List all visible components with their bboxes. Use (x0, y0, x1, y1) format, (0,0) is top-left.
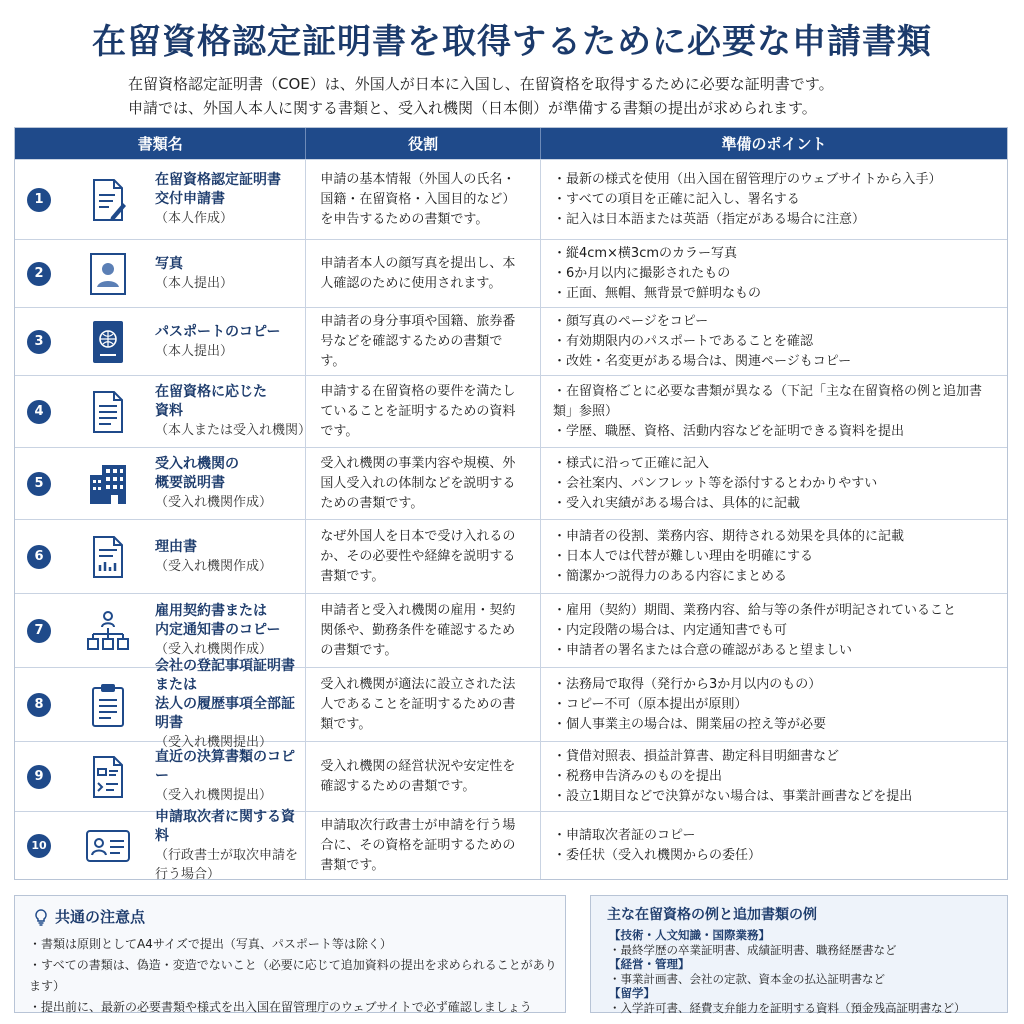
clipboard-icon (83, 680, 133, 730)
header-points: 準備のポイント (721, 135, 827, 153)
financial-statement-icon (83, 752, 133, 802)
header-role: 役割 (306, 128, 541, 159)
example-category: 【経営・管理】 (609, 957, 690, 971)
point-item: ・ 学歴、職歴、資格、活動内容などを証明できる資料を提出 (553, 422, 995, 442)
examples-list (609, 928, 966, 1015)
org-chart-icon (83, 606, 133, 656)
document-title (155, 657, 305, 752)
point-item: ・ 個人事業主の場合は、開業届の控え等が必要 (553, 715, 995, 735)
point-item: ・ 法務局で取得（発行から3か月以内のもの） (553, 675, 995, 695)
table-row (15, 593, 1007, 667)
point-item: ・ 雇用（契約）期間、業務内容、給与等の条件が明記されていること (553, 601, 995, 621)
row-number-badge: 8 (27, 693, 51, 717)
role-cell: 申請者本人の顔写真を提出し、本人確認のために使用されます。 (306, 240, 541, 307)
building-icon (83, 459, 133, 509)
table-row (15, 808, 1007, 882)
row-number-badge: 2 (27, 262, 51, 286)
points-cell (541, 240, 1007, 307)
point-item: ・ 記入は日本語または英語（指定がある場合に注意） (553, 210, 995, 230)
document-name: 理由書 (155, 538, 197, 555)
points-cell (541, 812, 1007, 879)
document-preparer: （本人提出） (155, 275, 234, 291)
point-item: ・ 正面、無帽、無背景で鮮明なもの (553, 284, 995, 304)
point-item: ・ 簡潔かつ説得力のある内容にまとめる (553, 567, 995, 587)
point-item: ・ 様式に沿って正確に記入 (553, 454, 995, 474)
document-name: 交付申請書 (155, 191, 225, 207)
role-cell: 申請の基本情報（外国人の氏名・国籍・在留資格・入国目的など）を申告するための書類です。 (306, 160, 541, 239)
row-number-badge: 10 (27, 834, 51, 858)
document-title (155, 255, 233, 293)
examples-title: 主な在留資格の例と追加書類の例 (607, 907, 817, 923)
points-cell (541, 308, 1007, 375)
table-header (15, 128, 1007, 159)
note-item: ・ 提出前に、最新の必要書類や様式を出入国在留管理庁のウェブサイトで必ず確認しましょう (29, 997, 565, 1018)
point-item: ・ 申請取次者証のコピー (553, 826, 995, 846)
role-cell: 申請する在留資格の要件を満たしていることを証明するための資料です。 (306, 376, 541, 447)
document-preparer: 行う場合） (155, 866, 221, 882)
document-preparer: （受入れ機関作成） (155, 642, 273, 657)
document-name: 受入れ機関の (155, 456, 239, 472)
table-row (15, 375, 1007, 447)
document-name-cell (15, 240, 306, 307)
lightbulb-icon (33, 908, 49, 926)
point-item: ・ 税務申告済みのものを提出 (553, 767, 995, 787)
table-row (15, 741, 1007, 811)
document-name: パスポートのコピー (155, 323, 281, 340)
row-number-badge: 3 (27, 330, 51, 354)
intro-line: 申請では、外国人本人に関する書類と、受入れ機関（日本側）が準備する書類の提出が求められます。 (128, 99, 817, 117)
role-cell: 申請取次行政書士が申請を行う場合に、その資格を証明するための書類です。 (306, 812, 541, 879)
role-cell: なぜ外国人を日本で受け入れるのか、その必要性や経緯を説明する書類です。 (306, 520, 541, 593)
points-cell (541, 742, 1007, 811)
point-item: ・ すべての項目を正確に記入し、署名する (553, 190, 995, 210)
point-item: ・ 申請者の署名または合意の確認があると望ましい (553, 641, 995, 661)
note-item: ・ すべての書類は、偽造・変造でないこと（必要に応じて追加資料の提出を求められることがあります） (29, 955, 565, 997)
notes-title: 共通の注意点 (55, 908, 146, 926)
table-row (15, 239, 1007, 307)
example-item: ・ 最終学歴の卒業証明書、成績証明書、職務経歴書など (609, 943, 966, 958)
document-title (155, 538, 272, 576)
document-name: 概要説明書 (155, 475, 225, 491)
document-name: 在留資格認定証明書 (155, 172, 281, 188)
document-title (155, 323, 280, 361)
id-card-icon (83, 821, 133, 871)
page-title: 在留資格認定証明書を取得するために必要な申請書類 (92, 22, 932, 62)
points-cell (541, 376, 1007, 447)
document-name-cell (15, 308, 306, 375)
row-number-badge: 9 (27, 765, 51, 789)
point-item: ・ 在留資格ごとに必要な書類が異なる（下記「主な在留資格の例と追加書類」参照） (553, 382, 995, 422)
table-row (15, 447, 1007, 519)
point-item: ・ 6か月以内に撮影されたもの (553, 264, 995, 284)
row-number-badge: 7 (27, 619, 51, 643)
role-cell: 受入れ機関が適法に設立された法人であることを証明するための書類です。 (306, 668, 541, 741)
document-icon (83, 387, 133, 437)
document-name-cell (15, 520, 306, 593)
document-preparer: （受入れ機関提出） (155, 788, 273, 803)
document-name-cell (15, 742, 306, 811)
point-item: ・ 最新の様式を使用（出入国在留管理庁のウェブサイトから入手） (553, 170, 995, 190)
document-name: または (155, 677, 197, 693)
example-category: 【留学】 (609, 986, 655, 1000)
header-document-name: 書類名 (15, 128, 306, 159)
point-item: ・ 日本人では代替が難しい理由を明確にする (553, 547, 995, 567)
reason-document-icon (83, 532, 133, 582)
document-preparer: （受入れ機関提出） (155, 735, 273, 750)
document-title (155, 602, 280, 659)
table-row (15, 159, 1007, 239)
note-item: ・ 書類は原則としてA4サイズで提出（写真、パスポート等は除く） (29, 934, 565, 955)
row-number-badge: 4 (27, 400, 51, 424)
point-item: ・ 設立1期目などで決算がない場合は、事業計画書などを提出 (553, 787, 995, 807)
document-preparer: （受入れ機関作成） (155, 558, 273, 574)
document-title (155, 171, 281, 228)
point-item: ・ 内定段階の場合は、内定通知書でも可 (553, 621, 995, 641)
points-cell (541, 520, 1007, 593)
row-number-badge: 5 (27, 472, 51, 496)
document-name: 資料 (155, 403, 183, 419)
passport-icon (83, 317, 133, 367)
document-title (155, 383, 312, 440)
table-row (15, 658, 1007, 750)
document-preparer: （本人作成） (155, 211, 234, 226)
example-item: ・ 入学許可書、経費支弁能力を証明する資料（預金残高証明書など） (609, 1001, 966, 1016)
document-name: 内定通知書のコピー (155, 622, 281, 638)
document-name: 会社の登記事項証明書 (155, 658, 295, 674)
document-name: 法人の履歴事項全部証明書 (155, 696, 295, 731)
common-notes-box (14, 895, 566, 1013)
document-name: 直近の決算書類のコピー (155, 749, 295, 784)
table-row (15, 519, 1007, 593)
role-cell: 受入れ機関の経営状況や安定性を確認するための書類です。 (306, 742, 541, 811)
notes-heading (33, 906, 145, 927)
document-name-cell (15, 160, 306, 239)
role-cell: 申請者の身分事項や国籍、旅券番号などを確認するための書類です。 (306, 308, 541, 375)
point-item: ・ 委任状（受入れ機関からの委任） (553, 846, 995, 866)
points-cell (541, 668, 1007, 741)
document-name: 雇用契約書または (155, 603, 267, 619)
document-name-cell (15, 448, 306, 519)
examples-box (590, 895, 1008, 1013)
document-name-cell (15, 376, 312, 447)
points-cell (541, 160, 1007, 239)
points-cell (541, 448, 1007, 519)
intro-line: 在留資格認定証明書（COE）は、外国人が日本に入国し、在留資格を取得するために必要な証明書です。 (128, 75, 834, 93)
document-name: 写真 (155, 255, 183, 272)
point-item: ・ 顔写真のページをコピー (553, 312, 995, 332)
document-title (155, 748, 305, 805)
document-preparer: （行政書士が取次申請を (155, 847, 299, 863)
document-name-cell (15, 808, 306, 882)
row-number-badge: 1 (27, 188, 51, 212)
notes-list (29, 934, 565, 1018)
photo-portrait-icon (83, 249, 133, 299)
document-preparer: （本人または受入れ機関） (155, 423, 312, 438)
documents-table (14, 127, 1008, 880)
point-item: ・ 縦4cm×横3cmのカラー写真 (553, 244, 995, 264)
table-row (15, 307, 1007, 375)
document-name: 申請取次者に関する資料 (155, 808, 295, 844)
point-item: ・ 会社案内、パンフレット等を添付するとわかりやすい (553, 474, 995, 494)
document-title (155, 808, 305, 884)
points-cell (541, 594, 1007, 667)
example-item: ・ 事業計画書、会社の定款、資本金の払込証明書など (609, 972, 966, 987)
document-preparer: （受入れ機関作成） (155, 495, 273, 510)
intro-text (128, 72, 1008, 120)
document-preparer: （本人提出） (155, 343, 234, 359)
example-category: 【技術・人文知識・国際業務】 (609, 928, 770, 942)
application-form-icon (83, 175, 133, 225)
role-cell: 受入れ機関の事業内容や規模、外国人受入れの体制などを説明するための書類です。 (306, 448, 541, 519)
point-item: ・ 受入れ実績がある場合は、具体的に記載 (553, 494, 995, 514)
role-cell: 申請者と受入れ機関の雇用・契約関係や、勤務条件を確認するための書類です。 (306, 594, 541, 667)
point-item: ・ 改姓・名変更がある場合は、関連ページもコピー (553, 352, 995, 372)
row-number-badge: 6 (27, 545, 51, 569)
point-item: ・ コピー不可（原本提出が原則） (553, 695, 995, 715)
point-item: ・ 貸借対照表、損益計算書、勘定科目明細書など (553, 747, 995, 767)
document-name: 在留資格に応じた (155, 384, 267, 400)
point-item: ・ 有効期限内のパスポートであることを確認 (553, 332, 995, 352)
point-item: ・ 申請者の役割、業務内容、期待される効果を具体的に記載 (553, 527, 995, 547)
document-name-cell (15, 658, 306, 750)
document-title (155, 455, 272, 512)
